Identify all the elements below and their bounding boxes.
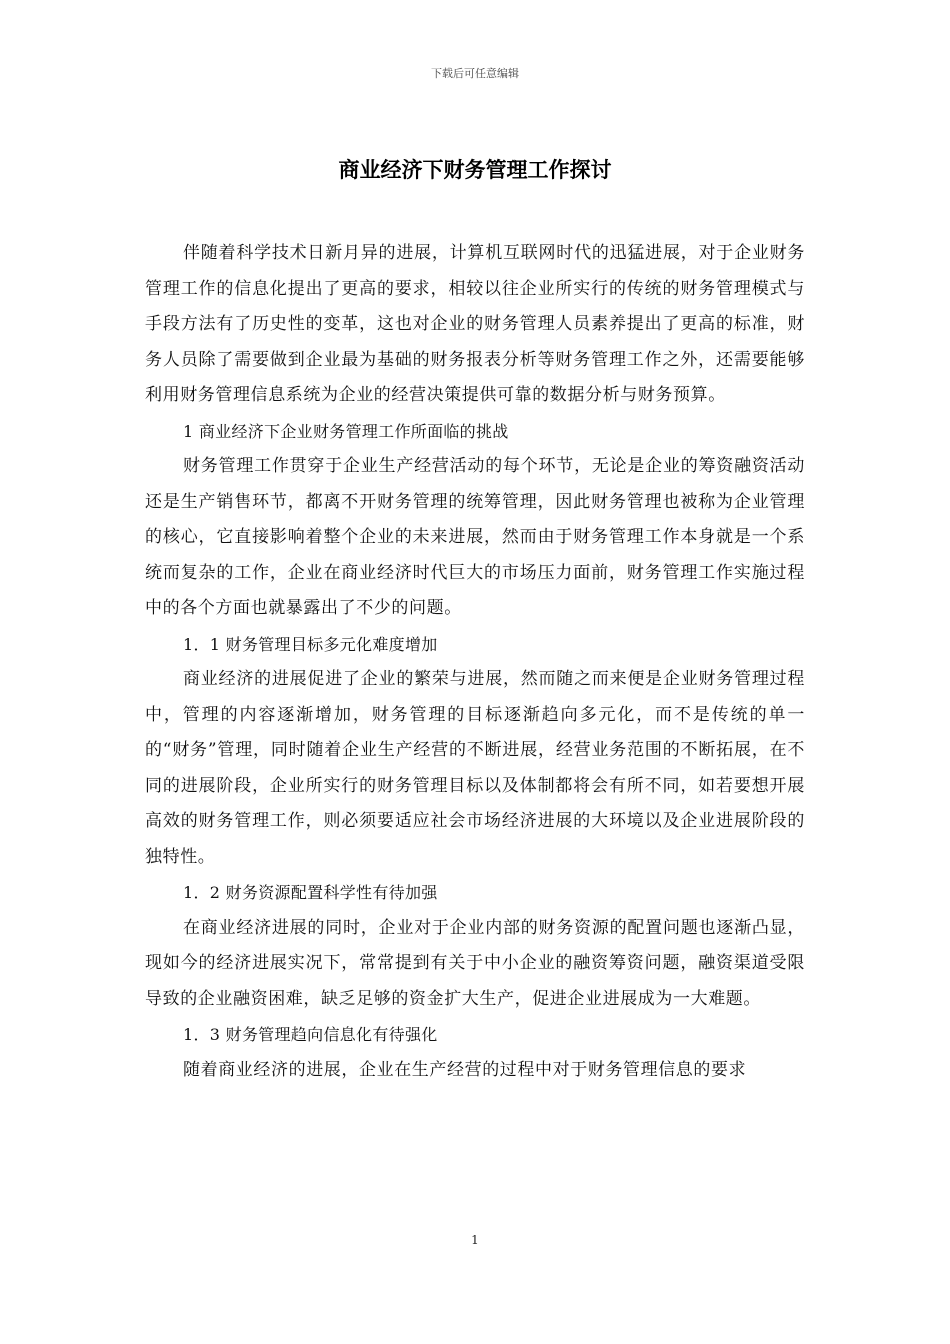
subsection-1-1-paragraph: 商业经济的进展促进了企业的繁荣与进展，然而随之而来便是企业财务管理过程中，管理的内容逐渐增加，财务管理的目标逐渐趋向多元化，而不是传统的单一的“财务”管理，同时随着企业生产经营的不断进展，经营业务范围的不断拓展，在不同的进展阶段，企业所实行的财务管理目标以及体制都将会有所不同，如若要想开展高效的财务管理工作，则必须要适应社会市场经济进展的大环境以及企业进展阶段的独特性。 [145, 669, 805, 867]
section-heading-1: 1 商业经济下企业财务管理工作所面临的挑战 [183, 421, 509, 441]
intro-paragraph: 伴随着科学技术日新月异的进展，计算机互联网时代的迅猛进展，对于企业财务管理工作的信息化提出了更高的要求，相较以往企业所实行的传统的财务管理模式与手段方法有了历史性的变革，这也对企业的财务管理人员素养提出了更高的标准，财务人员除了需要做到企业最为基础的财务报表分析等财务管理工作之外，还需要能够利用财务管理信息系统为企业的经营决策提供可靠的数据分析与财务预算。 [145, 243, 805, 405]
subsection-1-2-paragraph: 在商业经济进展的同时，企业对于企业内部的财务资源的配置问题也逐渐凸显，现如今的经济进展实况下，常常提到有关于中小企业的融资筹资问题，融资渠道受限导致的企业融资困难，缺乏足够的资金扩大生产，促进企业进展成为一大难题。 [145, 917, 805, 1009]
page-header: 下载后可任意编辑 [431, 67, 519, 80]
document-body [145, 236, 805, 1088]
subsection-heading-1-1: 1．1 财务管理目标多元化难度增加 [183, 634, 438, 654]
section-1-paragraph: 财务管理工作贯穿于企业生产经营活动的每个环节，无论是企业的筹资融资活动还是生产销售环节，都离不开财务管理的统筹管理，因此财务管理也被称为企业管理的核心，它直接影响着整个企业的未来进展，然而由于财务管理工作本身就是一个系统而复杂的工作，企业在商业经济时代巨大的市场压力面前，财务管理工作实施过程中的各个方面也就暴露出了不少的问题。 [145, 456, 805, 618]
subsection-heading-1-2: 1．2 财务资源配置科学性有待加强 [183, 883, 438, 902]
subsection-heading-1-3: 1．3 财务管理趋向信息化有待强化 [183, 1025, 438, 1044]
document-title: 商业经济下财务管理工作探讨 [338, 157, 612, 182]
page-number: 1 [471, 1233, 479, 1247]
subsection-1-3-paragraph: 随着商业经济的进展，企业在生产经营的过程中对于财务管理信息的要求 [183, 1059, 747, 1080]
